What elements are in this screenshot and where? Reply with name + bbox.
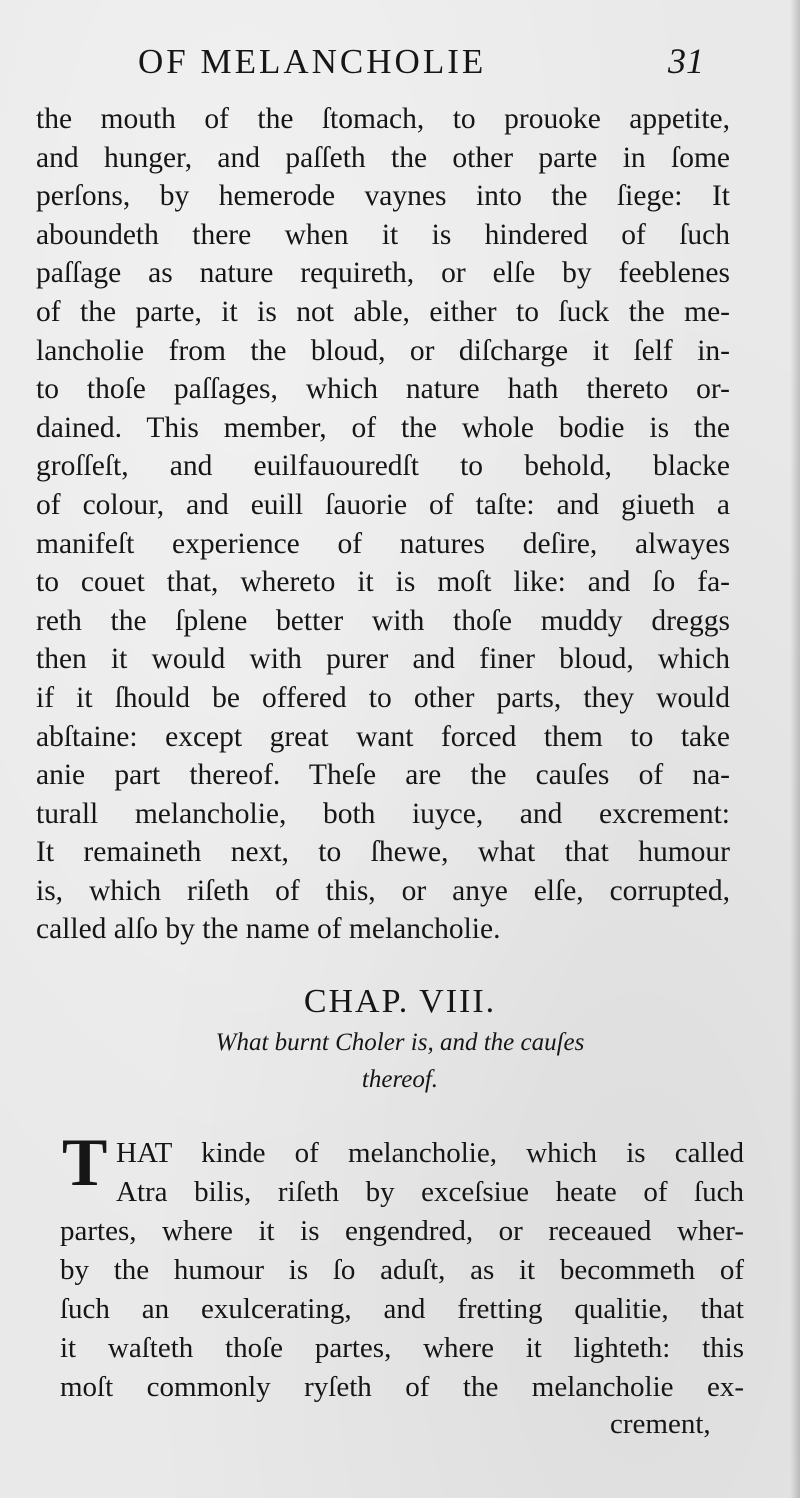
catchword: crement, bbox=[610, 1408, 711, 1440]
page-edge-shadow bbox=[790, 0, 800, 1498]
text-line: dained. This member, of the whole bodie is the bbox=[36, 411, 730, 444]
text-line: moſt commonly ryſeth of the melancholie ex- bbox=[60, 1371, 744, 1403]
text-line: groſſeſt, and euilfauouredſt to behold, blacke bbox=[36, 450, 730, 483]
text-line: lancholie from the bloud, or diſcharge it ſelf in- bbox=[36, 334, 730, 367]
running-title: OF MELANCHOLIE bbox=[138, 42, 487, 81]
text-line: abſtaine: except great want forced them to take bbox=[36, 720, 730, 753]
text-line: if it ſhould be offered to other parts, they would bbox=[36, 681, 730, 714]
text-line: to couet that, whereto it is moſt like: and ſo fa- bbox=[36, 566, 730, 599]
text-line: anie part thereof. Theſe are the cauſes of na- bbox=[36, 759, 730, 792]
text-line: perſons, by hemerode vaynes into the ſiege: It bbox=[36, 180, 730, 213]
text-line: the mouth of the ſtomach, to prouoke appetite, bbox=[36, 103, 730, 135]
text-line: called alſo by the name of melancholie. bbox=[36, 913, 501, 946]
text-line: by the humour is ſo aduſt, as it becommeth of bbox=[60, 1254, 744, 1286]
text-line: to thoſe paſſages, which nature hath thereto or- bbox=[36, 373, 730, 406]
text-line: reth the ſplene better with thoſe muddy dreggs bbox=[36, 604, 730, 637]
first-line-text: kinde of melancholie, which is called bbox=[201, 1137, 744, 1169]
text-line: paſſage as nature requireth, or elſe by feeblenes bbox=[36, 257, 730, 290]
text-line: of colour, and euill ſauorie of taſte: and giueth a bbox=[36, 488, 730, 521]
chapter-paragraph bbox=[60, 1134, 744, 1407]
paragraph-1 bbox=[36, 100, 730, 949]
chapter-title-line-2: thereof. bbox=[361, 1066, 439, 1093]
text-line: and hunger, and paſſeth the other parte in ſome bbox=[36, 141, 730, 174]
text-line: turall melancholie, both iuyce, and excrement: bbox=[36, 797, 730, 830]
text-line: Atra bilis, riſeth by exceſsiue heate of ſuch bbox=[116, 1176, 744, 1208]
chapter-title-line-1: What burnt Choler is, and the cauſes bbox=[215, 1029, 585, 1056]
running-head bbox=[0, 36, 800, 86]
chapter-heading bbox=[0, 980, 800, 1098]
drop-cap: T bbox=[62, 1124, 108, 1200]
text-line: is, which riſeth of this, or anye elſe, corrupted, bbox=[36, 874, 730, 907]
text-line: manifeſt experience of natures deſire, alwayes bbox=[36, 527, 730, 560]
chapter-number: CHAP. VIII. bbox=[303, 983, 497, 1020]
text-line: It remaineth next, to ſhewe, what that humour bbox=[36, 836, 730, 869]
text-line: then it would with purer and finer bloud, which bbox=[36, 643, 730, 676]
first-word-rest: HAT bbox=[116, 1137, 172, 1169]
page-number: 31 bbox=[668, 41, 704, 81]
text-line: ſuch an exulcerating, and fretting qualitie, that bbox=[60, 1293, 744, 1325]
text-line: aboundeth there when it is hindered of ſuch bbox=[36, 218, 730, 251]
text-line: partes, where it is engendred, or receaued wher- bbox=[60, 1215, 744, 1247]
text-line bbox=[60, 1134, 744, 1173]
text-line: it waſteth thoſe partes, where it lighteth: this bbox=[60, 1332, 744, 1364]
text-line: of the parte, it is not able, either to ſuck the me- bbox=[36, 295, 730, 328]
